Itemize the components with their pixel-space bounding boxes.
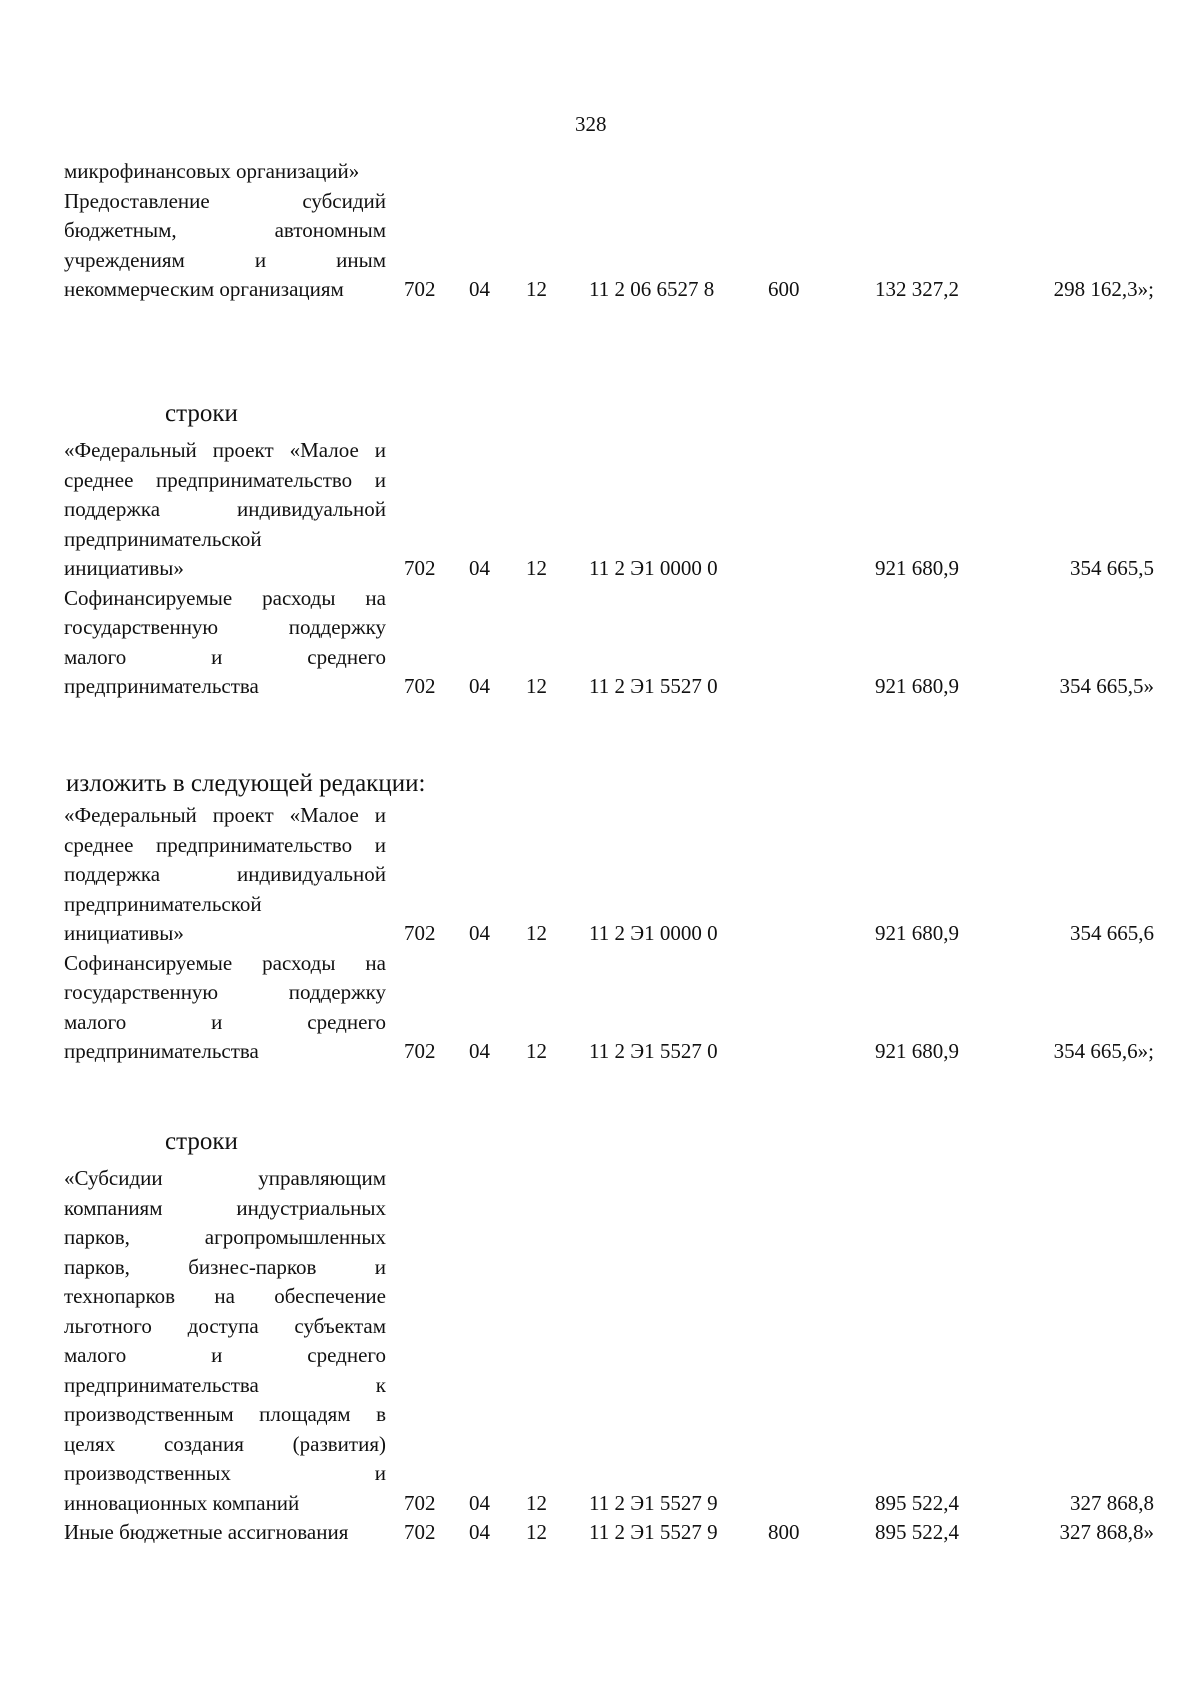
- cell-year1: 921 680,9: [875, 921, 959, 945]
- cell-pr: 12: [526, 556, 547, 580]
- cell-csr: 11 2 Э1 0000 0: [589, 921, 718, 945]
- cell-vr: 600: [768, 277, 800, 301]
- cell-year2: 327 868,8»: [1059, 1520, 1154, 1544]
- cell-csr: 11 2 Э1 5527 0: [589, 674, 718, 698]
- cell-year2: 354 665,5: [1070, 556, 1154, 580]
- table-row: [64, 187, 1154, 305]
- cell-csr: 11 2 Э1 5527 9: [589, 1490, 718, 1515]
- page-number: 328: [575, 112, 607, 136]
- cell-grbs: 702: [404, 1490, 436, 1515]
- row-description: Софинансируемые расходы на государственную поддержку малого и среднего предпринимательства: [64, 585, 386, 698]
- cell-csr: 11 2 Э1 5527 9: [589, 1520, 718, 1544]
- section-heading: строки: [165, 1128, 238, 1155]
- table-row: [64, 949, 1154, 1067]
- row-description: Софинансируемые расходы на государственную поддержку малого и среднего предпринимательства: [64, 950, 386, 1063]
- cell-grbs: 702: [404, 1039, 436, 1063]
- cell-rz: 04: [469, 674, 490, 698]
- row-description: «Федеральный проект «Малое и среднее предпринимательство и поддержка индивидуальной предпринимательской инициативы»: [64, 438, 386, 580]
- table-block-continued: [64, 157, 1154, 305]
- cell-rz: 04: [469, 1039, 490, 1063]
- cell-pr: 12: [526, 1039, 547, 1063]
- cell-grbs: 702: [404, 921, 436, 945]
- cell-grbs: 702: [404, 556, 436, 580]
- table-block: [64, 436, 1154, 702]
- cell-year2: 354 665,6: [1070, 921, 1154, 945]
- row-description: «Субсидии управляющим компаниям индустриальных парков, агропромышленных парков, бизнес-парков и технопарков на обеспечение льготного доступа субъектам малого и среднего предпринимательства к производственным площадям в целях создания (развития) производственных и инновационных компаний: [64, 1166, 386, 1515]
- cell-pr: 12: [526, 1490, 547, 1515]
- row-description: Иные бюджетные ассигнования: [64, 1520, 349, 1544]
- cell-rz: 04: [469, 1520, 490, 1544]
- cell-pr: 12: [526, 921, 547, 945]
- section-heading: изложить в следующей редакции:: [66, 770, 426, 797]
- table-block: [64, 1164, 1154, 1548]
- cell-pr: 12: [526, 277, 547, 301]
- cell-rz: 04: [469, 921, 490, 945]
- table-row: [64, 436, 1154, 584]
- row-description: микрофинансовых организаций»: [64, 159, 360, 183]
- cell-year1: 921 680,9: [875, 556, 959, 580]
- cell-pr: 12: [526, 674, 547, 698]
- cell-year2: 354 665,6»;: [1053, 1039, 1154, 1063]
- table-row: [64, 157, 1154, 187]
- row-description: «Федеральный проект «Малое и среднее предпринимательство и поддержка индивидуальной предпринимательской инициативы»: [64, 803, 386, 945]
- cell-year1: 895 522,4: [875, 1520, 959, 1544]
- cell-year2: 298 162,3»;: [1053, 277, 1154, 301]
- table-row: [64, 1164, 1154, 1518]
- cell-csr: 11 2 Э1 0000 0: [589, 556, 718, 580]
- table-row: [64, 1518, 1154, 1548]
- cell-year2: 327 868,8: [1070, 1490, 1154, 1515]
- cell-rz: 04: [469, 277, 490, 301]
- cell-year1: 895 522,4: [875, 1490, 959, 1515]
- row-description: Предоставление субсидий бюджетным, автономным учреждениям и иным некоммерческим организациям: [64, 188, 386, 301]
- cell-grbs: 702: [404, 674, 436, 698]
- table-row: [64, 584, 1154, 702]
- cell-year2: 354 665,5»: [1059, 674, 1154, 698]
- cell-year1: 921 680,9: [875, 1039, 959, 1063]
- cell-year1: 921 680,9: [875, 674, 959, 698]
- cell-year1: 132 327,2: [875, 277, 959, 301]
- table-block: [64, 801, 1154, 1067]
- cell-pr: 12: [526, 1520, 547, 1544]
- cell-rz: 04: [469, 1490, 490, 1515]
- cell-grbs: 702: [404, 1520, 436, 1544]
- cell-csr: 11 2 Э1 5527 0: [589, 1039, 718, 1063]
- cell-csr: 11 2 06 6527 8: [589, 277, 715, 301]
- section-heading: строки: [165, 400, 238, 427]
- table-row: [64, 801, 1154, 949]
- cell-vr: 800: [768, 1520, 800, 1544]
- cell-rz: 04: [469, 556, 490, 580]
- cell-grbs: 702: [404, 277, 436, 301]
